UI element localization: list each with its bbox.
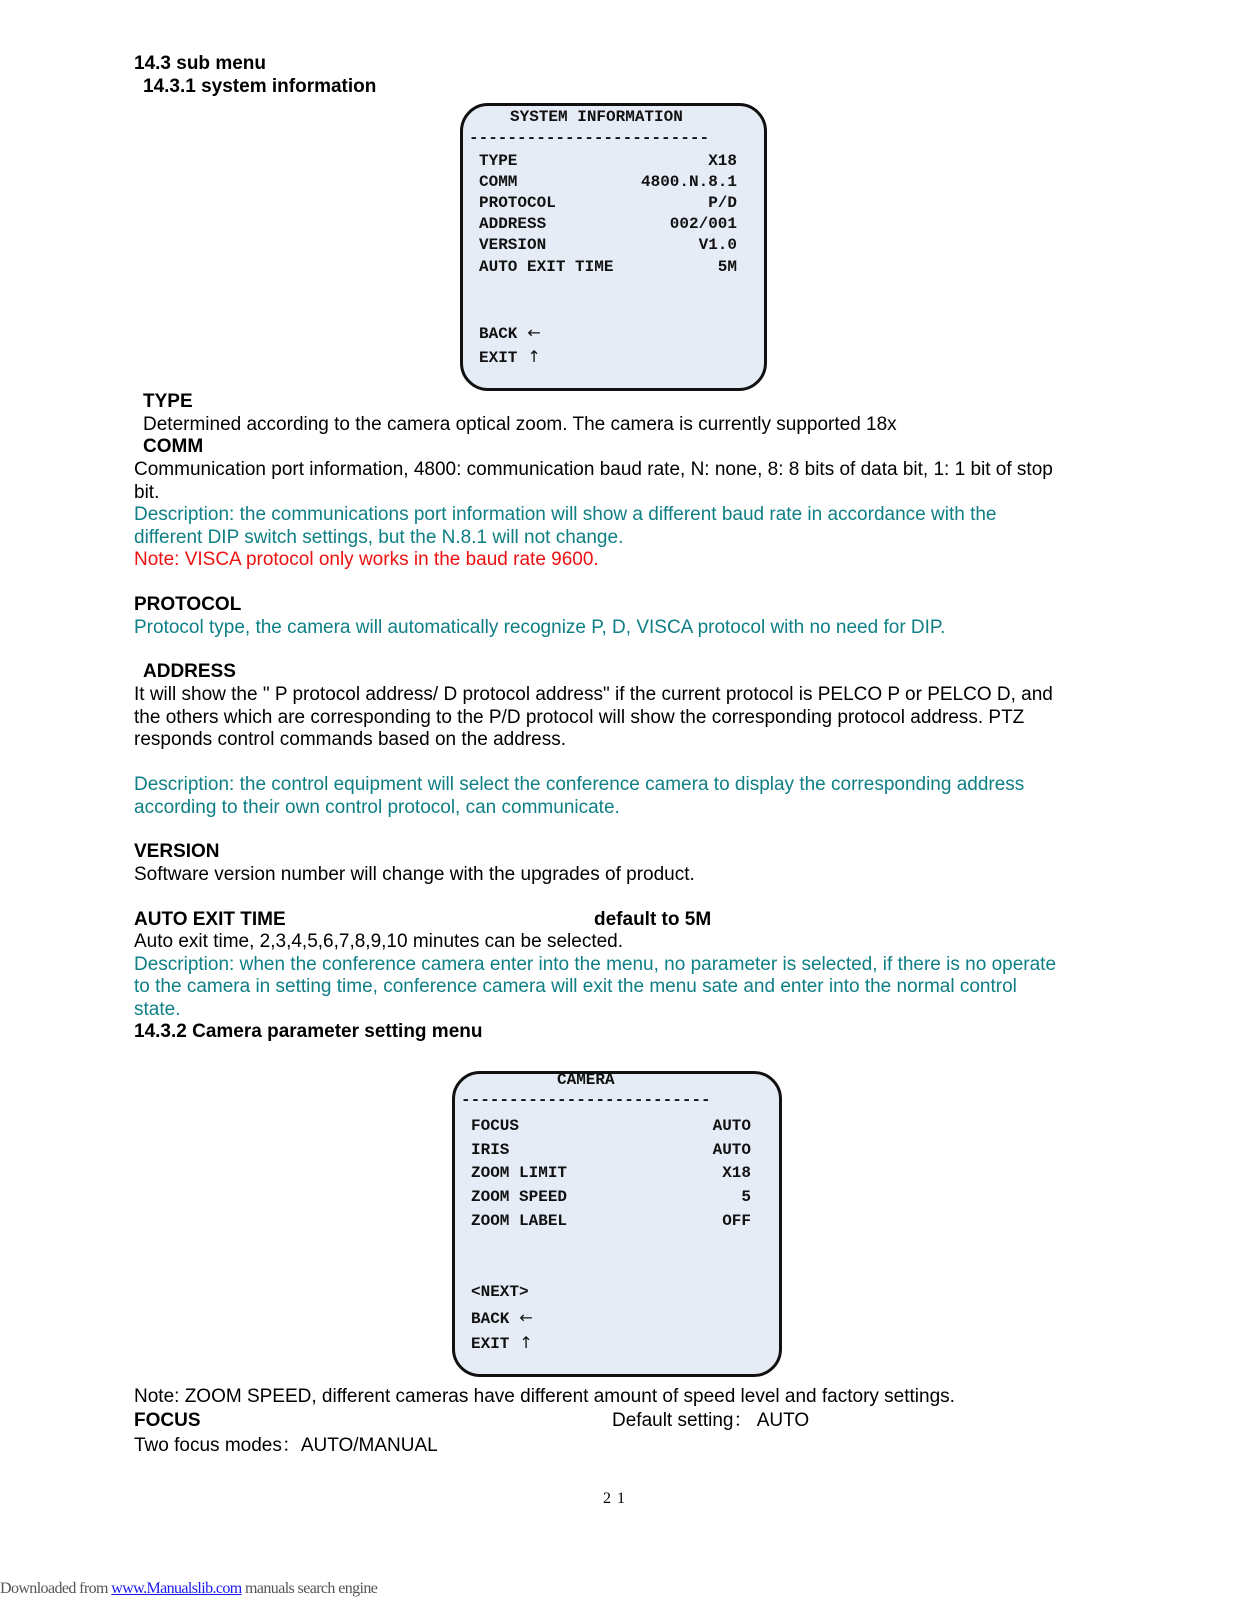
focus-default: Default setting： AUTO	[612, 1410, 810, 1431]
osd-row-auto-exit-time	[479, 258, 737, 276]
address-title: ADDRESS	[143, 661, 236, 682]
auto-exit-default: default to 5M	[594, 909, 712, 930]
osd-exit	[471, 1333, 533, 1353]
address-desc-line: Description: the control equipment will select the conference camera to display the corresponding address	[134, 774, 1025, 795]
footer-prefix: Downloaded from	[0, 1580, 112, 1597]
version-title: VERSION	[134, 841, 220, 862]
up-arrow-icon: ↑	[527, 347, 541, 366]
osd-row-value: AUTO	[712, 1141, 751, 1159]
osd-row-iris	[471, 1141, 751, 1159]
version-text: Software version number will change with the upgrades of product.	[134, 864, 695, 885]
osd-row-label: PROTOCOL	[479, 194, 556, 212]
osd-title: CAMERA	[557, 1071, 615, 1089]
auto-exit-paragraph	[134, 931, 1134, 1021]
osd-back	[471, 1308, 533, 1328]
osd-row-label: COMM	[479, 173, 518, 191]
auto-exit-title: AUTO EXIT TIME	[134, 909, 286, 930]
osd-exit	[479, 347, 541, 367]
osd-row-value: P/D	[708, 194, 737, 212]
osd-row-label: IRIS	[471, 1141, 510, 1159]
comm-description: Description: the communications port information will show a different baud rate in accordance with the	[134, 504, 997, 526]
osd-back-label: BACK	[479, 325, 518, 343]
address-paragraph	[134, 684, 1134, 752]
osd-row-value: 5M	[717, 258, 737, 276]
osd-row-label: ZOOM SPEED	[471, 1188, 568, 1206]
subsection-heading-system-info: 14.3.1 system information	[143, 76, 377, 97]
comm-note: Note: VISCA protocol only works in the baud rate 9600.	[134, 549, 599, 571]
osd-row-value: 4800.N.8.1	[640, 173, 737, 191]
comm-line: Communication port information, 4800: communication baud rate, N: none, 8: 8 bits of data bit, 1: 1 bit of stop	[134, 459, 1053, 480]
osd-row-value: OFF	[722, 1212, 751, 1230]
osd-camera	[452, 1071, 782, 1377]
osd-row-label: TYPE	[479, 152, 518, 170]
comm-line: bit.	[134, 481, 160, 503]
osd-exit-label: EXIT	[479, 349, 518, 367]
osd-row-value: X18	[722, 1164, 751, 1182]
footer-link[interactable]: www.Manualslib.com	[111, 1580, 242, 1597]
osd-divider: --------------------------	[461, 1091, 711, 1109]
osd-row-address	[479, 215, 737, 233]
osd-divider: -------------------------	[469, 129, 710, 147]
osd-back	[479, 323, 541, 343]
osd-row-value: V1.0	[698, 236, 737, 254]
type-title: TYPE	[143, 391, 193, 412]
footer-suffix: manuals search engine	[241, 1580, 378, 1597]
osd-row-label: VERSION	[479, 236, 547, 254]
osd-row-label: FOCUS	[471, 1117, 520, 1135]
left-arrow-icon: ←	[527, 323, 541, 342]
osd-row-zoom-limit	[471, 1164, 751, 1182]
osd-system-information	[460, 103, 767, 391]
osd-row-version	[479, 236, 737, 254]
address-line: It will show the " P protocol address/ D protocol address" if the current protocol is PELCO P or PELCO D, and	[134, 684, 1053, 705]
page-number: 21	[603, 1490, 631, 1507]
protocol-title: PROTOCOL	[134, 594, 242, 615]
osd-title: SYSTEM INFORMATION	[510, 108, 683, 126]
focus-title: FOCUS	[134, 1410, 201, 1431]
zoom-speed-note: Note: ZOOM SPEED, different cameras have different amount of speed level and factory settings.	[134, 1386, 955, 1407]
type-text: Determined according to the camera optical zoom. The camera is currently supported 18x	[143, 414, 897, 435]
osd-row-value: X18	[708, 152, 737, 170]
osd-row-label: AUTO EXIT TIME	[479, 258, 614, 276]
osd-row-protocol	[479, 194, 737, 212]
left-arrow-icon: ←	[519, 1308, 533, 1327]
osd-row-value: 5	[741, 1188, 751, 1206]
auto-exit-line: Auto exit time, 2,3,4,5,6,7,8,9,10 minutes can be selected.	[134, 931, 624, 952]
osd-exit-label: EXIT	[471, 1335, 510, 1353]
osd-row-value: 002/001	[669, 215, 737, 233]
osd-next: <NEXT>	[471, 1283, 529, 1301]
comm-paragraph	[134, 459, 1134, 572]
address-line: the others which are corresponding to the P/D protocol will show the corresponding protocol address. PTZ	[134, 706, 1025, 728]
auto-exit-description: state.	[134, 998, 181, 1020]
address-desc-line: according to their own control protocol, can communicate.	[134, 796, 620, 818]
osd-row-value: AUTO	[712, 1117, 751, 1135]
comm-description: different DIP switch settings, but the N.8.1 will not change.	[134, 526, 624, 548]
focus-text: Two focus modes：AUTO/MANUAL	[134, 1435, 438, 1456]
footer	[0, 1580, 377, 1598]
address-line: responds control commands based on the address.	[134, 729, 566, 751]
osd-row-label: ZOOM LABEL	[471, 1212, 568, 1230]
address-description	[134, 774, 1134, 819]
protocol-text: Protocol type, the camera will automatically recognize P, D, VISCA protocol with no need for DIP.	[134, 617, 946, 638]
comm-title: COMM	[143, 436, 204, 457]
osd-row-comm	[479, 173, 737, 191]
osd-row-label: ADDRESS	[479, 215, 547, 233]
up-arrow-icon: ↑	[519, 1333, 533, 1352]
auto-exit-description: to the camera in setting time, conference camera will exit the menu sate and enter into the normal control	[134, 976, 1017, 998]
osd-row-zoom-label	[471, 1212, 751, 1230]
section-heading: 14.3 sub menu	[134, 53, 266, 74]
osd-back-label: BACK	[471, 1310, 510, 1328]
osd-row-zoom-speed	[471, 1188, 751, 1206]
osd-row-focus	[471, 1117, 751, 1135]
osd-row-type	[479, 152, 737, 170]
osd-row-label: ZOOM LIMIT	[471, 1164, 568, 1182]
subsection-heading-camera: 14.3.2 Camera parameter setting menu	[134, 1021, 483, 1042]
auto-exit-description: Description: when the conference camera enter into the menu, no parameter is selected, if there is no operate	[134, 953, 1057, 975]
